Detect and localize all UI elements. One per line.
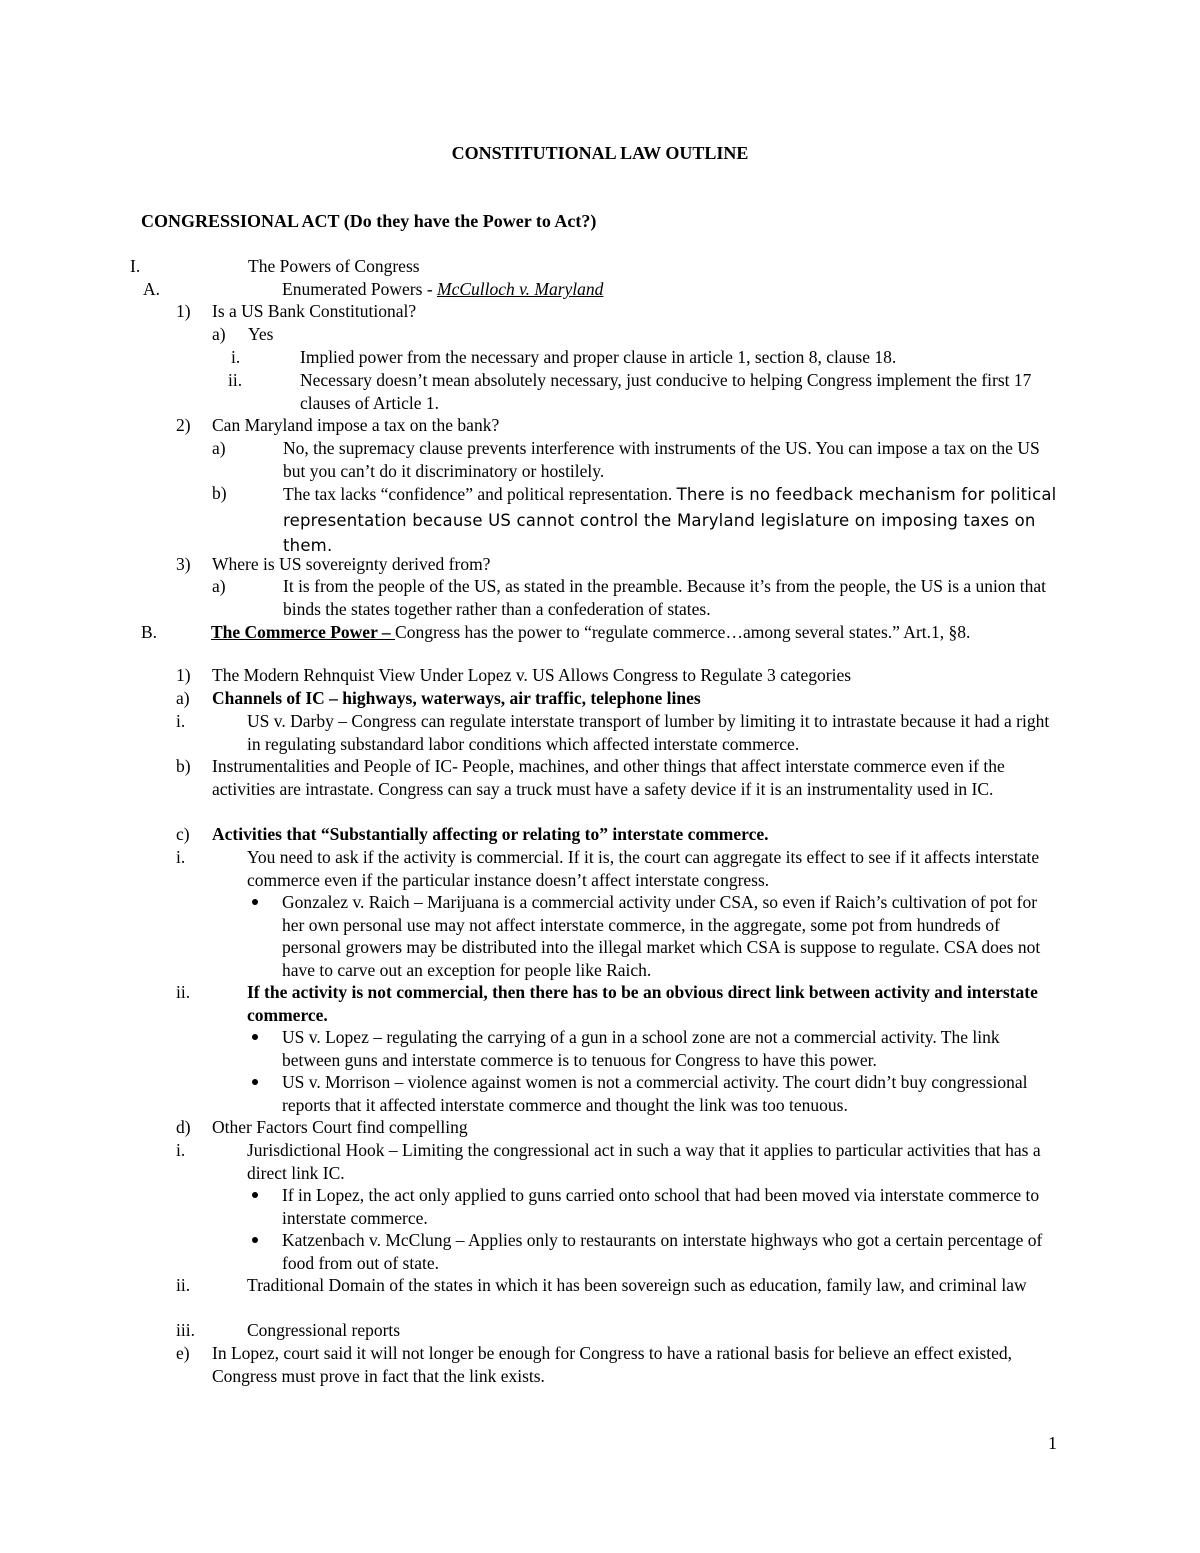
outline-text: Where is US sovereignty derived from? — [212, 554, 491, 574]
bullet-icon — [252, 1237, 258, 1243]
outline-text: The Commerce Power – Congress has the power to “regulate commerce…among several states.” Art.1, §8. — [211, 622, 971, 642]
outline-text: US v. Morrison – violence against women is not a commercial activity. The court didn’t buy congressional reports that it affected interstate commerce and thought the link was too tenuous. — [282, 1072, 1028, 1115]
enumerated-powers-label: Enumerated Powers - — [282, 279, 438, 299]
outline-marker: ii. — [176, 982, 191, 1002]
outline-marker: a) — [212, 576, 226, 596]
outline-text: The Powers of Congress — [248, 256, 420, 276]
outline-text: US v. Lopez – regulating the carrying of a gun in a school zone are not a commercial activity. The link between guns and interstate commerce is to tenuous for Congress to have this power. — [282, 1027, 1000, 1070]
outline-text: Instrumentalities and People of IC- People, machines, and other things that affect interstate commerce even if the activities are intrastate. Congress can say a truck must have a safety device if it is an instrumentality used in IC. — [212, 756, 1005, 799]
outline-marker: e) — [176, 1343, 190, 1363]
outline-text: Congressional reports — [247, 1320, 401, 1340]
outline-marker: a) — [212, 438, 226, 458]
outline-marker: I. — [130, 256, 141, 276]
outline-marker: i. — [176, 847, 186, 867]
outline-text: Implied power from the necessary and proper clause in article 1, section 8, clause 18. — [300, 347, 897, 367]
outline-text: Yes — [248, 324, 274, 344]
outline-text: Traditional Domain of the states in which it has been sovereign such as education, family law, and criminal law — [247, 1275, 1027, 1295]
outline-text: The Modern Rehnquist View Under Lopez v. US Allows Congress to Regulate 3 categories — [212, 665, 852, 685]
outline-marker: a) — [212, 324, 226, 344]
outline-marker: i. — [176, 711, 186, 731]
outline-marker: A. — [143, 279, 161, 299]
outline-marker: i. — [176, 1140, 186, 1160]
outline-text: Channels of IC – highways, waterways, air traffic, telephone lines — [212, 688, 701, 708]
outline-marker: 2) — [176, 415, 191, 435]
outline-marker: 1) — [176, 665, 191, 685]
outline-marker: i. — [231, 347, 241, 367]
outline-text: It is from the people of the US, as stated in the preamble. Because it’s from the people, the US is a union that binds the states together rather than a confederation of states. — [283, 576, 1047, 619]
bullet-icon — [252, 1192, 258, 1198]
outline-text: Gonzalez v. Raich – Marijuana is a commercial activity under CSA, so even if Raich’s cultivation of pot for her own personal use may not affect interstate commerce, in the aggregate, some pot from hundreds of personal growers may be distributed into the illegal market which CSA is suppose to regulate. CSA does not have to carve out an exception for people like Raich. — [282, 892, 1041, 980]
bullet-icon — [252, 899, 258, 905]
outline-marker: 1) — [176, 301, 191, 321]
outline-marker: 3) — [176, 554, 191, 574]
outline-text: Activities that “Substantially affecting or relating to” interstate commerce. — [212, 824, 769, 844]
document-title: CONSTITUTIONAL LAW OUTLINE — [451, 143, 749, 163]
outline-text: If in Lopez, the act only applied to guns carried onto school that had been moved via interstate commerce to interstate commerce. — [282, 1185, 1040, 1228]
outline-marker: c) — [176, 824, 190, 844]
bullet-icon — [252, 1034, 258, 1040]
outline-marker: ii. — [176, 1275, 191, 1295]
outline-text: Other Factors Court find compelling — [212, 1117, 468, 1137]
outline-text — [282, 278, 603, 301]
outline-text: Necessary doesn’t mean absolutely necessary, just conducive to helping Congress implement the first 17 clauses of Article 1. — [300, 370, 1032, 413]
outline-text: Katzenbach v. McClung – Applies only to restaurants on interstate highways who got a certain percentage of food from out of state. — [282, 1230, 1043, 1273]
outline-text: You need to ask if the activity is commercial. If it is, the court can aggregate its effect to see if it affects interstate commerce even if the particular instance doesn’t affect interstate congress. — [247, 847, 1040, 890]
outline-marker: iii. — [176, 1320, 195, 1340]
case-name-mcculloch: McCulloch v. Maryland — [437, 279, 604, 299]
outline-marker: b) — [212, 483, 227, 503]
bullet-icon — [252, 1079, 258, 1085]
outline-text: If the activity is not commercial, then there has to be an obvious direct link between activity and interstate commerce. — [247, 982, 1038, 1025]
outline-marker: ii. — [228, 370, 243, 390]
commerce-power-title: The Commerce Power – — [211, 622, 396, 642]
outline-text: The tax lacks “confidence” and political representation. There is no feedback mechanism for political representation because US cannot control the Maryland legislature on imposing taxes on them. — [283, 484, 1057, 555]
outline-text: Can Maryland impose a tax on the bank? — [212, 415, 500, 435]
outline-text: US v. Darby – Congress can regulate interstate transport of lumber by limiting it to intrastate because it had a right in regulating substandard labor conditions which affected interstate commerce. — [247, 711, 1050, 754]
outline-text: No, the supremacy clause prevents interference with instruments of the US. You can impose a tax on the US but you can’t do it discriminatory or hostilely. — [283, 438, 1040, 481]
outline-marker: a) — [176, 688, 190, 708]
outline-text: Is a US Bank Constitutional? — [212, 301, 417, 321]
outline-text: Jurisdictional Hook – Limiting the congressional act in such a way that it applies to particular activities that has a direct link IC. — [247, 1140, 1041, 1183]
outline-marker: B. — [141, 622, 158, 642]
outline-text: In Lopez, court said it will not longer be enough for Congress to have a rational basis for believe an effect existed, Congress must prove in fact that the link exists. — [212, 1343, 1013, 1386]
page-number: 1 — [1048, 1433, 1057, 1453]
section-heading: CONGRESSIONAL ACT (Do they have the Power to Act?) — [141, 211, 597, 231]
outline-marker: d) — [176, 1117, 191, 1137]
outline-marker: b) — [176, 756, 191, 776]
